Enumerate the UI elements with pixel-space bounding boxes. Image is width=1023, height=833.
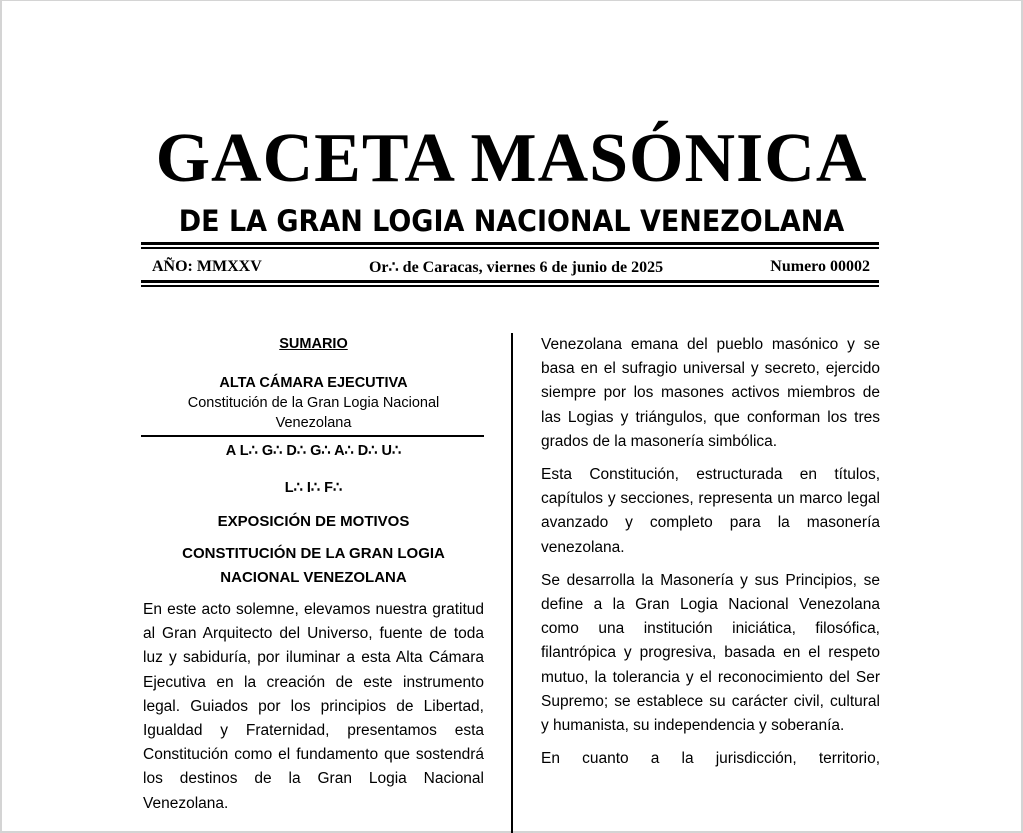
summary-description: Constitución de la Gran Logia Nacional Venezolana [187, 395, 440, 431]
left-column [143, 333, 484, 816]
body-paragraph: Esta Constitución, estructurada en títulos, capítulos y secciones, representa un marco legal avanzado y completo para la masonería venezolana. [541, 466, 880, 556]
exposition-paragraph: En este acto solemne, elevamos nuestra gratitud al Gran Arquitecto del Universo, fuente de toda luz y sabiduría, por iluminar a esta Alta Cámara Ejecutiva en la creación de este instrumento legal. Guiados por los principios de Libertad, Igualdad y Fraternidad, presentamos esta Constitución como el fundamento que sostendrá los destinos de la Gran Logia Nacional Venezolana. [143, 601, 484, 812]
right-column [541, 333, 880, 780]
dedication-line: A L∴ G∴ D∴ G∴ A∴ D∴ U∴ [225, 443, 402, 459]
issue-place-date: Or∴ de Caracas, viernes 6 de junio de 2025 [368, 259, 664, 276]
summary-rule [141, 435, 484, 437]
constitution-heading: CONSTITUCIÓN DE LA GRAN LOGIA NACIONAL VENEZOLANA [182, 545, 445, 586]
body-paragraph: En cuanto a la jurisdicción, territorio, [541, 750, 880, 768]
body-paragraph: Venezolana emana del pueblo masónico y se basa en el sufragio universal y secreto, ejercido siempre por los masones activos miembros de las Logias y triángulos, que conforman los tres grados de la masonería simbólica. [541, 336, 880, 450]
masthead-top-rule-thick [141, 242, 879, 245]
masthead-top-rule-thin [141, 247, 879, 249]
issue-info-bar [152, 255, 870, 279]
summary-section: ALTA CÁMARA EJECUTIVA [219, 375, 408, 391]
exposition-heading: EXPOSICIÓN DE MOTIVOS [217, 513, 410, 530]
gazette-page [2, 1, 1021, 831]
body-paragraph: Se desarrolla la Masonería y sus Principios, se define a la Gran Logia Nacional Venezolana como una institución iniciática, filosófica, filantrópica y progresiva, basada en el respeto mutuo, la tolerancia y el reconocimiento del Ser Supremo; se establece su carácter civil, cultural y humanista, su independencia y soberanía. [541, 571, 880, 735]
motto-line: L∴ I∴ F∴ [284, 480, 343, 496]
issue-year: AÑO: MMXXV [152, 258, 262, 275]
column-divider [511, 333, 513, 833]
issue-number: Numero 00002 [770, 258, 870, 275]
masthead-bottom-rule-thin [141, 285, 879, 287]
masthead-bottom-rule-thick [141, 280, 879, 283]
masthead-title: GACETA MASÓNICA [155, 120, 868, 197]
summary-title: SUMARIO [279, 336, 348, 352]
masthead-subtitle: DE LA GRAN LOGIA NACIONAL VENEZOLANA [178, 204, 845, 238]
